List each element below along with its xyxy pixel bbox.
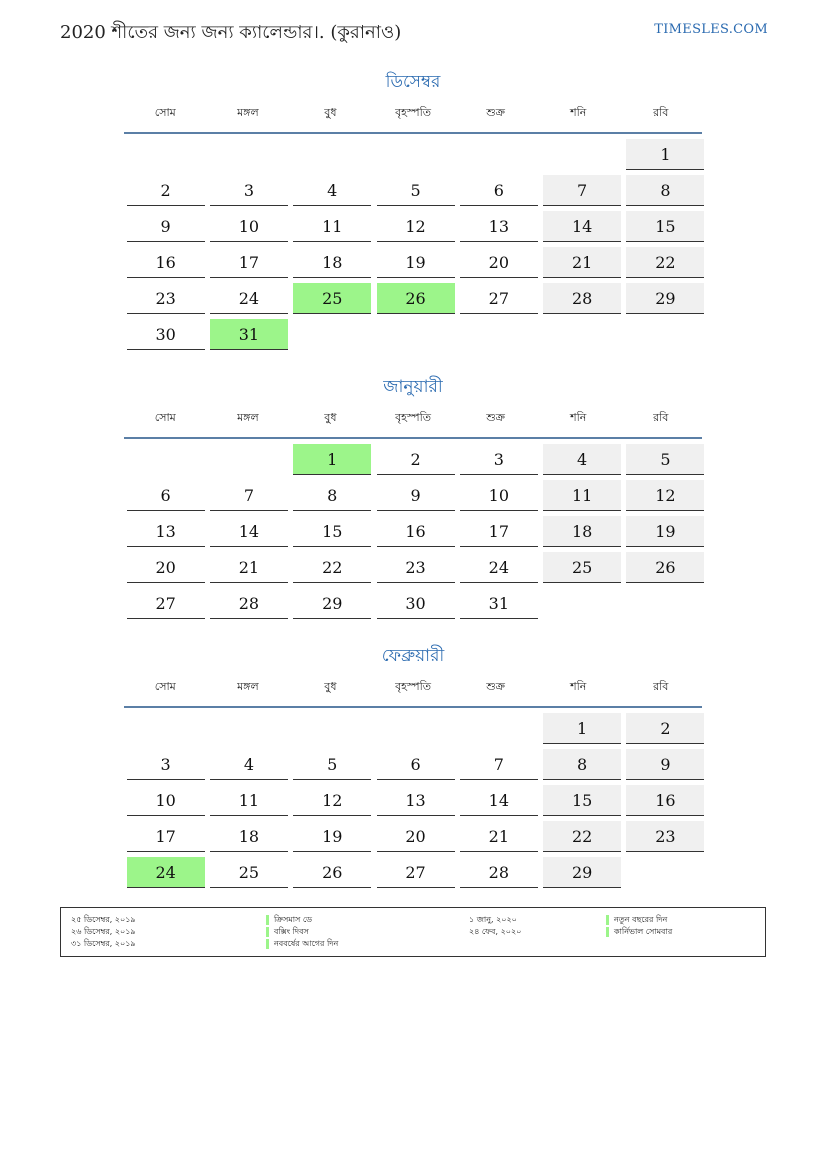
legend-date: ২৬ ডিসেম্বর, ২০১৯: [71, 927, 136, 936]
weekday-thu: বৃহস্পতি: [395, 680, 431, 693]
legend-holiday: [266, 914, 338, 926]
day-cell: 15: [626, 211, 704, 242]
legend-names-2: [606, 914, 672, 938]
day-cell: 2: [377, 444, 455, 475]
legend-holiday-name: কার্নিভাল সোমবার: [614, 927, 673, 936]
day-cell: 27: [377, 857, 455, 888]
day-cell: 5: [293, 749, 371, 780]
weekday-sat: শনি: [570, 680, 587, 693]
day-cell: 19: [293, 821, 371, 852]
day-cell: 10: [210, 211, 288, 242]
day-cell: 22: [626, 247, 704, 278]
day-cell: 22: [543, 821, 621, 852]
day-cell: 23: [626, 821, 704, 852]
legend-date: ১ জানু, ২০২০: [469, 915, 517, 924]
day-cell: 3: [127, 749, 205, 780]
day-cell: 15: [543, 785, 621, 816]
day-cell: 7: [460, 749, 538, 780]
day-cell: 8: [543, 749, 621, 780]
day-cell: 24: [460, 552, 538, 583]
day-cell: 11: [543, 480, 621, 511]
day-cell: 27: [460, 283, 538, 314]
holiday-marker: [606, 927, 609, 937]
day-cell: 2: [127, 175, 205, 206]
month-title: জানুয়ারী: [383, 377, 443, 397]
day-cell: 11: [293, 211, 371, 242]
month-title: ডিসেম্বর: [385, 72, 441, 92]
day-cell: 14: [543, 211, 621, 242]
weekday-wed: বুধ: [324, 680, 337, 693]
day-cell: 13: [377, 785, 455, 816]
day-cell: 25: [210, 857, 288, 888]
day-cell: 25: [293, 283, 371, 314]
day-cell: 9: [377, 480, 455, 511]
day-cell: 22: [293, 552, 371, 583]
legend-holiday: [266, 938, 338, 950]
day-cell: 28: [210, 588, 288, 619]
day-cell: 29: [543, 857, 621, 888]
legend-holiday: [606, 914, 672, 926]
day-cell: 10: [460, 480, 538, 511]
day-cell: 6: [377, 749, 455, 780]
weekday-mon: সোম: [154, 680, 176, 693]
day-cell: 10: [127, 785, 205, 816]
day-cell: 19: [626, 516, 704, 547]
day-cell: 16: [127, 247, 205, 278]
day-cell: 29: [293, 588, 371, 619]
weekday-tue: মঙ্গল: [237, 680, 259, 693]
weekday-mon: সোম: [154, 106, 176, 119]
day-cell: 6: [460, 175, 538, 206]
day-cell: 18: [293, 247, 371, 278]
weekday-sat: শনি: [570, 411, 587, 424]
holiday-marker: [266, 927, 269, 937]
day-grid: [124, 439, 702, 624]
legend-holiday-name: নতুন বছরের দিন: [614, 915, 668, 924]
day-cell: 24: [210, 283, 288, 314]
day-cell: 13: [460, 211, 538, 242]
weekday-wed: বুধ: [324, 411, 337, 424]
day-cell: 5: [377, 175, 455, 206]
day-cell: 18: [543, 516, 621, 547]
weekday-header: [124, 407, 702, 439]
day-cell: 4: [293, 175, 371, 206]
day-cell: 8: [626, 175, 704, 206]
weekday-fri: শুক্র: [486, 411, 505, 424]
day-cell: 1: [293, 444, 371, 475]
holiday-marker: [266, 939, 269, 949]
day-cell: 28: [543, 283, 621, 314]
day-cell: 30: [377, 588, 455, 619]
day-cell: 20: [127, 552, 205, 583]
legend-dates-1: [71, 914, 136, 950]
weekday-tue: মঙ্গল: [237, 106, 259, 119]
day-cell: 2: [626, 713, 704, 744]
day-cell: 17: [127, 821, 205, 852]
legend-holiday-name: বক্সিং দিবস: [274, 927, 309, 936]
day-cell: 31: [460, 588, 538, 619]
legend-date: ৩১ ডিসেম্বর, ২০১৯: [71, 939, 136, 948]
day-grid: [124, 708, 702, 893]
day-cell: 25: [543, 552, 621, 583]
day-cell: 30: [127, 319, 205, 350]
day-cell: 20: [460, 247, 538, 278]
page-title: 2020 শীতের জন্য জন্য ক্যালেন্ডার।. (কুরানাও): [60, 22, 402, 43]
day-cell: 27: [127, 588, 205, 619]
day-cell: 19: [377, 247, 455, 278]
day-cell: 16: [626, 785, 704, 816]
day-cell: 8: [293, 480, 371, 511]
weekday-mon: সোম: [154, 411, 176, 424]
day-cell: 26: [377, 283, 455, 314]
day-cell: 14: [460, 785, 538, 816]
legend-holiday-name: ক্রিসমাস ডে: [274, 915, 312, 924]
month-january: [124, 375, 702, 624]
day-cell: 16: [377, 516, 455, 547]
legend-dates-2: [469, 914, 521, 938]
weekday-sun: রবি: [653, 106, 669, 119]
day-cell: 17: [460, 516, 538, 547]
day-cell: 14: [210, 516, 288, 547]
day-cell: 24: [127, 857, 205, 888]
day-cell: 3: [210, 175, 288, 206]
day-cell: 28: [460, 857, 538, 888]
day-cell: 15: [293, 516, 371, 547]
weekday-wed: বুধ: [324, 106, 337, 119]
weekday-sat: শনি: [570, 106, 587, 119]
day-cell: 20: [377, 821, 455, 852]
day-cell: 23: [377, 552, 455, 583]
day-cell: 18: [210, 821, 288, 852]
day-cell: 12: [377, 211, 455, 242]
day-cell: 13: [127, 516, 205, 547]
day-cell: 1: [626, 139, 704, 170]
day-cell: 23: [127, 283, 205, 314]
day-cell: 21: [543, 247, 621, 278]
holiday-legend: [60, 907, 766, 957]
day-cell: 11: [210, 785, 288, 816]
day-cell: 21: [210, 552, 288, 583]
month-title: ফেব্রুয়ারী: [381, 646, 445, 666]
day-cell: 9: [127, 211, 205, 242]
day-cell: 17: [210, 247, 288, 278]
day-cell: 4: [543, 444, 621, 475]
day-cell: 29: [626, 283, 704, 314]
legend-holiday: [266, 926, 338, 938]
weekday-fri: শুক্র: [486, 680, 505, 693]
day-cell: 1: [543, 713, 621, 744]
day-cell: 7: [210, 480, 288, 511]
holiday-marker: [266, 915, 269, 925]
weekday-fri: শুক্র: [486, 106, 505, 119]
legend-date: ২৪ ফেব, ২০২০: [469, 927, 522, 936]
day-cell: 7: [543, 175, 621, 206]
day-cell: 4: [210, 749, 288, 780]
day-cell: 21: [460, 821, 538, 852]
day-cell: 26: [293, 857, 371, 888]
day-cell: 12: [626, 480, 704, 511]
legend-holiday: [606, 926, 672, 938]
page-header: [60, 18, 768, 46]
holiday-marker: [606, 915, 609, 925]
weekday-thu: বৃহস্পতি: [395, 106, 431, 119]
day-grid: [124, 134, 702, 355]
weekday-sun: রবি: [653, 411, 669, 424]
legend-date: ২৫ ডিসেম্বর, ২০১৯: [71, 915, 136, 924]
month-february: [124, 644, 702, 893]
legend-holiday-name: নববর্ষের আগের দিন: [274, 939, 339, 948]
day-cell: 3: [460, 444, 538, 475]
weekday-tue: মঙ্গল: [237, 411, 259, 424]
day-cell: 12: [293, 785, 371, 816]
weekday-sun: রবি: [653, 680, 669, 693]
weekday-header: [124, 676, 702, 708]
day-cell: 5: [626, 444, 704, 475]
day-cell: 9: [626, 749, 704, 780]
day-cell: 31: [210, 319, 288, 350]
month-december: [124, 70, 702, 355]
site-link[interactable]: TIMESLES.COM: [654, 22, 768, 37]
weekday-thu: বৃহস্পতি: [395, 411, 431, 424]
legend-names-1: [266, 914, 338, 950]
weekday-header: [124, 102, 702, 134]
day-cell: 6: [127, 480, 205, 511]
day-cell: 26: [626, 552, 704, 583]
